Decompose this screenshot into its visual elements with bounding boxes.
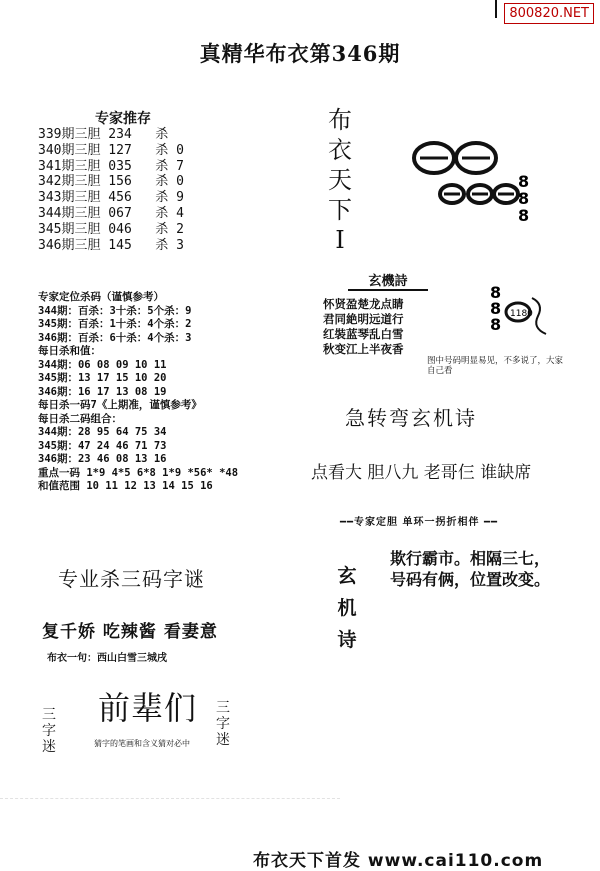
xuanji-line: 号码有俩，位置改变。	[390, 570, 551, 589]
svg-text:8: 8	[518, 206, 530, 225]
recommend-row: 344期三胆 067 杀 4	[38, 205, 184, 221]
divider	[0, 798, 340, 799]
kill-line: 344期：百杀：3十杀：5个杀：9	[38, 304, 192, 317]
vertical-char: 三	[216, 700, 230, 716]
svg-text:1180: 1180	[510, 309, 533, 319]
riddle-clue: 布衣一句：西山白雪三城戌	[47, 653, 167, 664]
recommend-row: 341期三胆 035 杀 7	[38, 158, 184, 174]
kill-line: 345期：百杀：1十杀：4个杀：2	[38, 318, 192, 330]
poem-line: 怀贤盈楚龙点睛	[323, 297, 404, 311]
recommend-row: 346期三胆 145 杀 3	[38, 237, 184, 253]
vertical-char: 字	[216, 716, 230, 732]
poem-line: 君同絶明远道行	[323, 312, 404, 326]
site-badge[interactable]: 800820.NET	[504, 3, 594, 24]
poem-line: 红裝蓝琴乱白雪	[323, 327, 404, 341]
figure-caption: 图中号码明显易见，不多说了，大家自己看	[427, 356, 564, 376]
vertical-char: 三	[42, 707, 56, 723]
kill-line: 346期：百杀：6十杀：4个杀：3	[38, 331, 192, 344]
xuanji-vertical	[335, 560, 359, 656]
riddle-right-vertical	[214, 700, 232, 748]
poem-title: 玄機詩	[348, 270, 428, 291]
kill-line: 每日杀和值：	[38, 345, 101, 357]
vertical-char: 迷	[42, 739, 56, 755]
page-title: 真精华布衣第346期	[199, 41, 401, 66]
svg-text:8: 8	[490, 283, 502, 302]
vertical-char: 衣	[328, 136, 352, 164]
riddle-poem-line: 点看大 胆八九 老哥仨 谁缺席	[311, 463, 532, 483]
riddle-word: 前辈们	[98, 689, 198, 727]
kill-line: 345期：13 17 15 10 20	[38, 372, 167, 384]
kill-line: 和值范围 10 11 12 13 14 15 16	[38, 480, 213, 492]
badge-corner-mark	[495, 0, 497, 18]
riddle-left-vertical	[40, 707, 58, 755]
recommend-heading: 专家推存	[95, 111, 151, 127]
kill-line: 346期：23 46 08 13 16	[38, 453, 167, 465]
xuanji-line: 欺行霸市。相隔三七，	[390, 549, 551, 568]
kill-code-section	[38, 291, 238, 494]
kill-line: 每日杀一码7《上期准，谨慎参考》	[38, 399, 202, 411]
poem-line: 秋变江上半夜香	[323, 342, 404, 356]
kill-line: 每日杀二码组合：	[38, 412, 122, 425]
recommend-row: 343期三胆 456 杀 9	[38, 190, 184, 206]
vertical-char: 布	[328, 106, 352, 134]
recommend-row: 339期三胆 234 杀	[38, 127, 169, 142]
riddle-line: 复千娇 吃辣酱 看妻意	[42, 622, 218, 642]
recommend-row: 342期三胆 156 杀 0	[38, 174, 184, 190]
riddle-note: 猜字的笔画和含义猜对必中	[94, 739, 190, 748]
recommend-row: 345期三胆 046 杀 2	[38, 221, 184, 237]
vertical-char: 下	[328, 196, 352, 224]
coin-puzzle-figure	[408, 132, 538, 227]
number-figure	[488, 282, 558, 342]
svg-text:8: 8	[518, 189, 530, 208]
kill-line: 345期：47 24 46 71 73	[38, 439, 167, 452]
kill-line: 专家定位杀码（谨慎参考）	[38, 291, 164, 303]
svg-text:8: 8	[490, 299, 502, 318]
svg-text:8: 8	[490, 315, 502, 334]
vertical-char: 迷	[216, 732, 230, 748]
riddle-poem-heading: 急转弯玄机诗	[345, 406, 477, 430]
riddle-title: 专业杀三码字谜	[58, 567, 205, 591]
kill-line: 344期：28 95 64 75 34	[38, 426, 167, 438]
vertical-char: 机	[337, 597, 357, 619]
recommend-row: 340期三胆 127 杀 0	[38, 142, 184, 158]
vertical-char: 诗	[337, 629, 357, 651]
vertical-char: I	[335, 226, 345, 254]
big-vertical-title	[325, 105, 355, 255]
kill-line: 重点一码 1*9 4*5 6*8 1*9 *56* *48	[38, 466, 239, 479]
svg-text:8: 8	[518, 172, 530, 191]
xuanji-poem	[323, 270, 453, 357]
vertical-char: 字	[42, 723, 56, 739]
vertical-char: 玄	[337, 565, 357, 587]
vertical-char: 天	[328, 166, 352, 194]
expert-subtitle: ━━专家定胆 单环一拐折相伴 ━━	[340, 517, 499, 528]
kill-line: 346期：16 17 13 08 19	[38, 385, 167, 398]
xuanji-text	[390, 548, 550, 590]
recommend-list	[38, 127, 184, 253]
footer: 布衣天下首发 www.cai110.com	[253, 851, 544, 871]
kill-line: 344期：06 08 09 10 11	[38, 358, 167, 371]
